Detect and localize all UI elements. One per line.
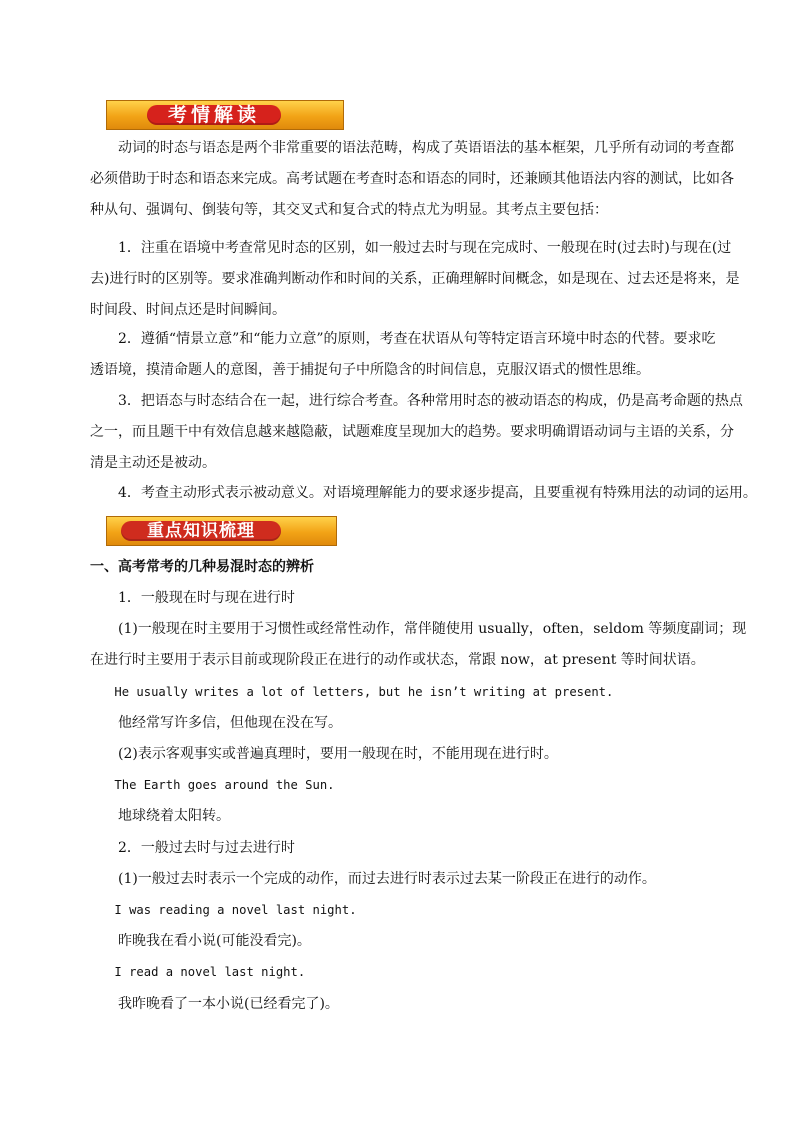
example-chinese-3: 昨晚我在看小说(可能没看完)。 — [118, 933, 311, 949]
example-chinese-4: 我昨晚看了一本小说(已经看完了)。 — [118, 996, 339, 1012]
example-english-1: He usually writes a lot of letters, but he isn’t writing at present. — [114, 685, 614, 699]
section-heading: 一、高考常考的几种易混时态的辨析 — [90, 559, 314, 575]
subsection-title-1: 1．一般现在时与现在进行时 — [118, 590, 295, 606]
subsection-1-point-2: (2)表示客观事实或普遍真理时，要用一般现在时，不能用现在进行时。 — [118, 746, 558, 762]
point-2-paragraph: 2．遵循“情景立意”和“能力立意”的原则，考查在状语从句等特定语言环境中时态的代替。要求吃 透语境，摸清命题人的意图，善于捕捉句子中所隐含的时间信息，克服汉语式的惯性思维。 — [90, 331, 716, 378]
section-banner-exam-analysis — [106, 100, 344, 130]
example-chinese-2: 地球绕着太阳转。 — [118, 808, 230, 824]
example-english-3: I was reading a novel last night. — [114, 903, 357, 917]
intro-paragraph: 动词的时态与语态是两个非常重要的语法范畴，构成了英语语法的基本框架，几乎所有动词的考查都 必须借助于时态和语态来完成。高考试题在考查时态和语态的同时，还兼顾其他语法内容的测试，比如各 种从句、强调句、倒装句等，其交叉式和复合式的特点尤为明显。其考点主要包括： — [90, 140, 734, 218]
example-english-2: The Earth goes around the Sun. — [114, 778, 335, 792]
point-4-paragraph: 4．考查主动形式表示被动意义。对语境理解能力的要求逐步提高，且要重视有特殊用法的动词的运用。 — [118, 485, 757, 501]
example-english-4: I read a novel last night. — [114, 965, 306, 979]
subsection-2-point-1: (1)一般过去时表示一个完成的动作，而过去进行时表示过去某一阶段正在进行的动作。 — [118, 871, 656, 887]
subsection-title-2: 2．一般过去时与过去进行时 — [118, 840, 295, 856]
example-chinese-1: 他经常写许多信，但他现在没在写。 — [118, 715, 342, 731]
banner-title: 重点知识梳理 — [121, 521, 281, 541]
point-3-paragraph: 3．把语态与时态结合在一起，进行综合考查。各种常用时态的被动语态的构成，仍是高考命题的热点 之一，而且题干中有效信息越来越隐蔽，试题难度呈现加大的趋势。要求明确谓语动词与主语的关系，分 清是主动还是被动。 — [90, 393, 743, 471]
subsection-1-point-1: (1)一般现在时主要用于习惯性或经常性动作，常伴随使用 usually，often，seldom 等频度副词；现 在进行时主要用于表示目前或现阶段正在进行的动作或状态，常跟 now，at present 等时间状语。 — [90, 621, 747, 668]
banner-title: 考情解读 — [147, 105, 281, 125]
point-1-paragraph: 1．注重在语境中考查常见时态的区别，如一般过去时与现在完成时、一般现在时(过去时)与现在(过 去)进行时的区别等。要求准确判断动作和时间的关系，正确理解时间概念，如是现在、过去还是将来，是 时间段、时间点还是时间瞬间。 — [90, 240, 740, 318]
section-banner-key-knowledge — [106, 516, 337, 546]
